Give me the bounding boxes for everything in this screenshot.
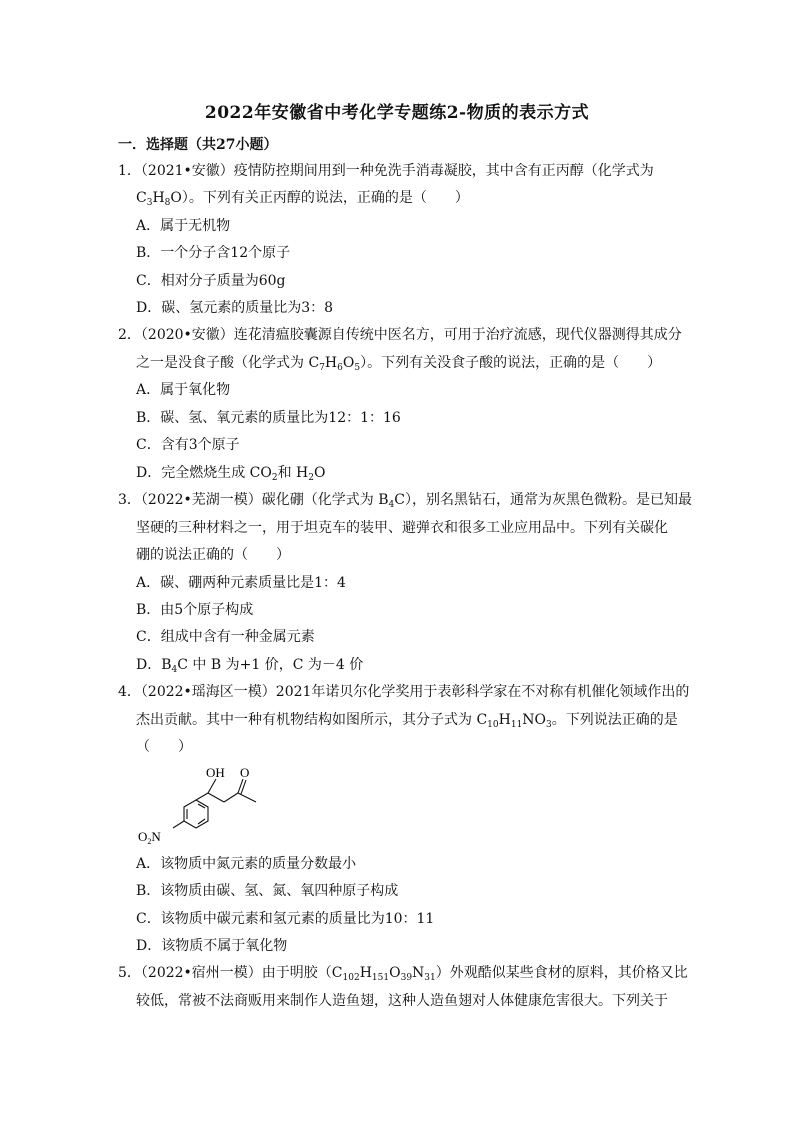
bond-ring-no2 <box>173 821 184 828</box>
q2-option-d: D．完全燃烧生成 $CO_2$和 $H_2O$ <box>136 465 326 483</box>
q4-option-b: B．该物质由碳、氢、氮、氧四种原子构成 <box>136 883 399 899</box>
q4-option-c: C．该物质中碳元素和氢元素的质量比为10：11 <box>136 911 435 927</box>
q2-option-a: A．属于氧化物 <box>136 382 231 398</box>
label-carbonyl-o: O <box>240 765 250 780</box>
bond-ring-choh <box>196 793 208 800</box>
molecule-structure-figure <box>138 762 278 848</box>
q3-stem-line1: 3．（2022•芜湖一模）碳化硼（化学式为 $B_4C$），别名黑钻石，通常为灰黑色微粉。是已知最 <box>118 492 692 510</box>
bond-oh <box>208 779 216 793</box>
q2-stem-line2: 之一是没食子酸（化学式为 $C_7H_6O_5$）。下列有关没食子酸的说法，正确的是（ ） <box>136 355 662 373</box>
label-no2: $O_2N$ <box>138 829 161 846</box>
q1-option-a: A．属于无机物 <box>136 218 231 234</box>
q5-stem-line1: 5．（2022•宿州一模）由于明胶$(C_{102}H_{151}O_{39}N_{31})$外观酷似某些食材的原料，其价格又比 <box>118 965 688 983</box>
q1-option-c: C．相对分子质量为60g <box>136 273 286 289</box>
q3-option-b: B．由5个原子构成 <box>136 602 254 618</box>
page-title: 2022年安徽省中考化学专题练2-物质的表示方式 <box>204 103 590 123</box>
benzene-ring <box>184 800 208 828</box>
q1-stem-line1: 1．（2021•安徽）疫情防控期间用到一种免洗手消毒凝胶，其中含有正丙醇（化学式为 <box>118 163 654 179</box>
q3-option-d: D．$B_4C$ 中 B 为+1 价，C 为－4 价 <box>136 657 364 675</box>
bond-ch2-co <box>224 793 238 802</box>
q4-stem-line3: （ ） <box>136 739 192 755</box>
q2-stem-line1: 2．（2020•安徽）连花清瘟胶囊源自传统中医名方，可用于治疗流感，现代仪器测得其成分 <box>118 327 682 343</box>
q3-stem-line3: 硼的说法正确的（ ） <box>136 547 290 563</box>
q4-option-a: A．该物质中氮元素的质量分数最小 <box>136 856 357 872</box>
q3-option-c: C．组成中含有一种金属元素 <box>136 629 315 645</box>
q2-option-b: B．碳、氢、氧元素的质量比为12：1：16 <box>136 410 401 426</box>
q4-stem-line2: 杰出贡献。其中一种有机物结构如图所示，其分子式为 $C_{10}H_{11}NO_3$。下列说法正确的是 <box>136 712 678 730</box>
label-oh: OH <box>206 765 225 780</box>
q4-option-d: D．该物质不属于氧化物 <box>136 938 288 954</box>
q3-option-a: A．碳、硼两种元素质量比是1：4 <box>136 575 346 591</box>
q5-stem-line2: 较低，常被不法商贩用来制作人造鱼翅，这种人造鱼翅对人体健康危害很大。下列关于 <box>136 993 668 1009</box>
section-heading: 一．选择题（共27小题） <box>118 137 278 153</box>
q1-stem-line2: $C_3H_8O$）。下列有关正丙醇的说法，正确的是（ ） <box>136 190 469 208</box>
q2-option-c: C．含有3个原子 <box>136 437 240 453</box>
q3-stem-line2: 坚硬的三种材料之一，用于坦克车的装甲、避弹衣和很多工业应用品中。下列有关碳化 <box>136 520 668 536</box>
q1-option-d: D．碳、氢元素的质量比为3：8 <box>136 300 334 316</box>
bond-ch-ch2 <box>208 793 224 802</box>
q4-stem-line1: 4．（2022•瑶海区一模）2021年诺贝尔化学奖用于表彰科学家在不对称有机催化领域作出的 <box>118 684 690 700</box>
bond-methyl <box>238 793 256 802</box>
q1-option-b: B．一个分子含12个原子 <box>136 245 291 261</box>
